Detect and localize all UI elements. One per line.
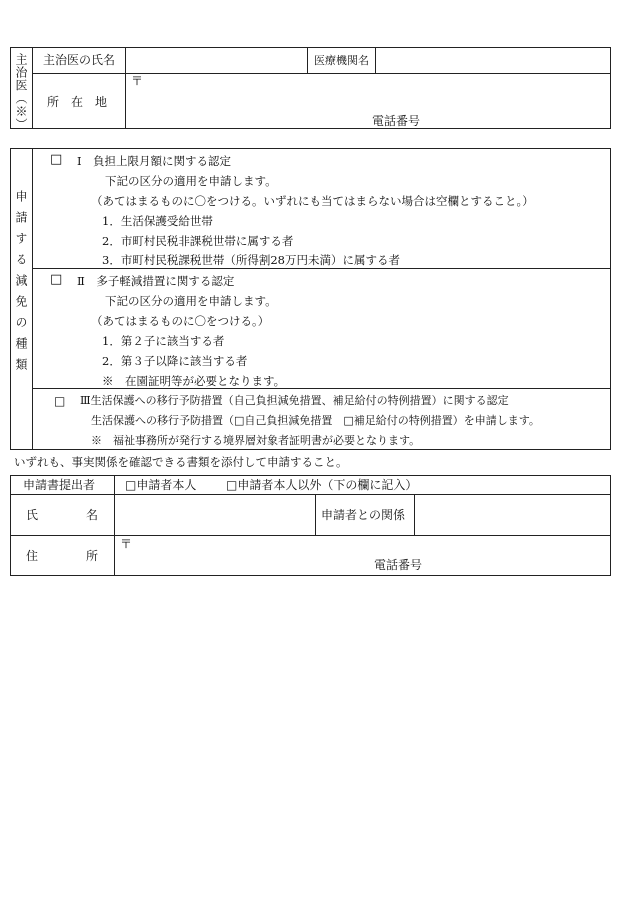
divider	[32, 148, 33, 450]
divider	[315, 494, 316, 535]
section1-line: 下記の区分の適用を申請します。	[105, 174, 277, 188]
section1-line: （あてはまるものに〇をつける。いずれにも当てはまらない場合は空欄とすること。）	[91, 194, 534, 208]
divider	[32, 388, 611, 389]
doctor-side-label: 主治医（※）	[14, 53, 28, 131]
section2-note: ※ 在園証明等が必要となります。	[102, 374, 286, 388]
section3-note: ※ 福祉事務所が発行する境界層対象者証明書が必要となります。	[91, 434, 421, 447]
applicant-name-field[interactable]	[120, 506, 310, 522]
section1-checkbox[interactable]: □	[50, 152, 63, 167]
applicant-name-label: 氏 名	[26, 508, 102, 522]
reduction-side-label: 申請する減免の種類	[14, 190, 28, 379]
divider	[414, 494, 415, 535]
doctor-name-label: 主治医の氏名	[43, 53, 116, 67]
section1-option[interactable]: 3．市町村民税課税世帯（所得割28万円未満）に属する者	[102, 253, 400, 267]
submitter-label: 申請書提出者	[23, 478, 96, 492]
divider	[10, 535, 611, 536]
section3-title: Ⅲ生活保護への移行予防措置（自己負担減免措置、補足給付の特例措置）に関する認定	[80, 394, 509, 407]
divider	[375, 47, 376, 73]
divider	[32, 73, 611, 74]
section2-line: （あてはまるものに〇をつける。）	[91, 314, 270, 328]
institution-label: 医療機関名	[314, 54, 369, 67]
section2-checkbox[interactable]: □	[50, 272, 63, 287]
applicant-postal-mark: 〒	[120, 537, 133, 551]
relation-field[interactable]	[420, 506, 605, 522]
applicant-phone-label: 電話番号	[374, 558, 423, 572]
section2-option[interactable]: 2．第３子以降に該当する者	[102, 354, 248, 368]
phone-label: 電話番号	[372, 114, 421, 128]
submitter-self-option[interactable]: □申請者本人	[125, 478, 197, 492]
divider	[10, 494, 611, 495]
postal-mark: 〒	[131, 74, 144, 88]
section2-title: Ⅱ 多子軽減措置に関する認定	[77, 274, 235, 288]
relation-label: 申請者との関係	[321, 508, 406, 522]
divider	[32, 47, 33, 129]
attachment-note: いずれも、事実関係を確認できる書類を添付して申請すること。	[14, 455, 348, 469]
section3-checkbox[interactable]: □	[54, 394, 66, 408]
divider	[125, 47, 126, 129]
doctor-address-label: 所 在 地	[47, 95, 108, 109]
institution-field[interactable]	[380, 53, 605, 69]
section1-option[interactable]: 2．市町村民税非課税世帯に属する者	[102, 234, 294, 248]
doctor-name-field[interactable]	[130, 53, 300, 69]
applicant-address-label: 住 所	[26, 549, 102, 563]
divider	[307, 47, 308, 73]
submitter-other-option[interactable]: □申請者本人以外（下の欄に記入）	[226, 478, 418, 492]
section2-line: 下記の区分の適用を申請します。	[105, 294, 277, 308]
divider	[114, 475, 115, 576]
section2-option[interactable]: 1．第２子に該当する者	[102, 334, 225, 348]
divider	[32, 268, 611, 269]
section1-title: Ⅰ 負担上限月額に関する認定	[77, 154, 232, 168]
section3-line: 生活保護への移行予防措置（□自己負担減免措置 □補足給付の特例措置）を申請します。	[91, 414, 540, 427]
section1-option[interactable]: 1．生活保護受給世帯	[102, 214, 213, 228]
